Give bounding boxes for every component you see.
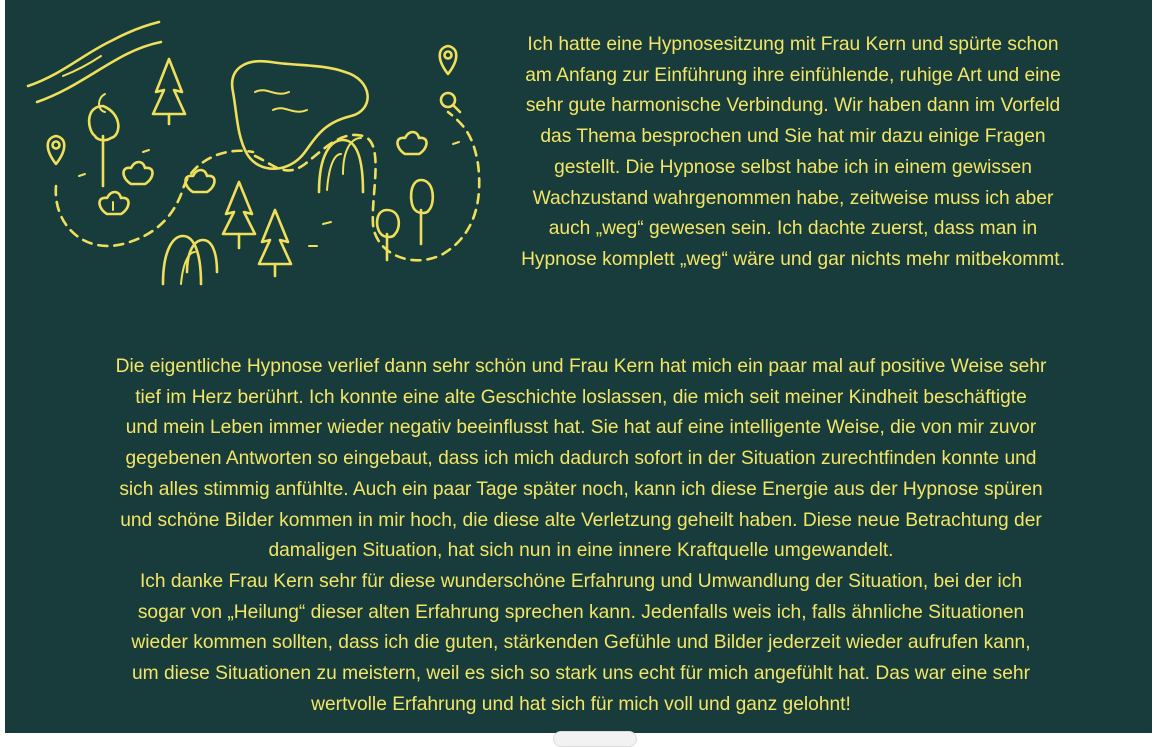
forest-map-path-icon [23,14,493,294]
forest-map-illustration [23,14,493,294]
testimonial-main-text: Die eigentliche Hypnose verlief dann sehr schön und Frau Kern hat mich ein paar mal auf positive Weise sehr tief im Herz berührt. Ich konnte eine alte Geschichte loslassen, die mich seit meiner Kindheit beschäftigte und mein Leben immer wieder negativ beeinflusst hat. Sie hat auf eine intelligente Weise, die von mir zuvor gegebenen Antworten so eingebaut, dass ich mich dadurch sofort in der Situation zurechtfinden konnte und sich alles stimmig anfühlte. Auch ein paar Tage später noch, kann ich diese Energie aus der Hypnose spüren und schöne Bilder kommen in mir hoch, die diese alte Verletzung geheilt haben. Diese neue Betrachtung der damaligen Situation, hat sich nun in eine innere Kraftquelle umgewandelt. Ich danke Frau Kern sehr für diese wunderschöne Erfahrung und Umwandlung der Situation, bei der ich sogar von „Heilung“ dieser alten Erfahrung sprechen kann. Jedenfalls weis ich, falls ähnliche Situationen wieder kommen sollten, dass ich die guten, stärkenden Gefühle und Bilder jederzeit wieder aufrufen kann, um diese Situationen zu meistern, weil es sich so stark uns echt für mich angefühlt hat. Das war eine sehr wertvolle Erfahrung und hat sich für mich voll und ganz gelohnt! [115,356,1047,715]
scroll-indicator[interactable] [553,731,637,747]
testimonial-panel [5,0,1152,733]
testimonial-intro-text: Ich hatte eine Hypnosesitzung mit Frau Kern und spürte schon am Anfang zur Einführung ihre einfühlende, ruhige Art und eine sehr gute harmonische Verbindung. Wir haben dann im Vorfeld das Thema besprochen und Sie hat mir dazu einige Fragen gestellt. Die Hypnose selbst habe ich in einem gewissen Wachzustand wahrgenommen habe, zeitweise muss ich aber auch „weg“ gewesen sein. Ich dachte zuerst, dass man in Hypnose komplett „weg“ wäre und gar nichts mehr mitbekommt. [521,34,1065,270]
